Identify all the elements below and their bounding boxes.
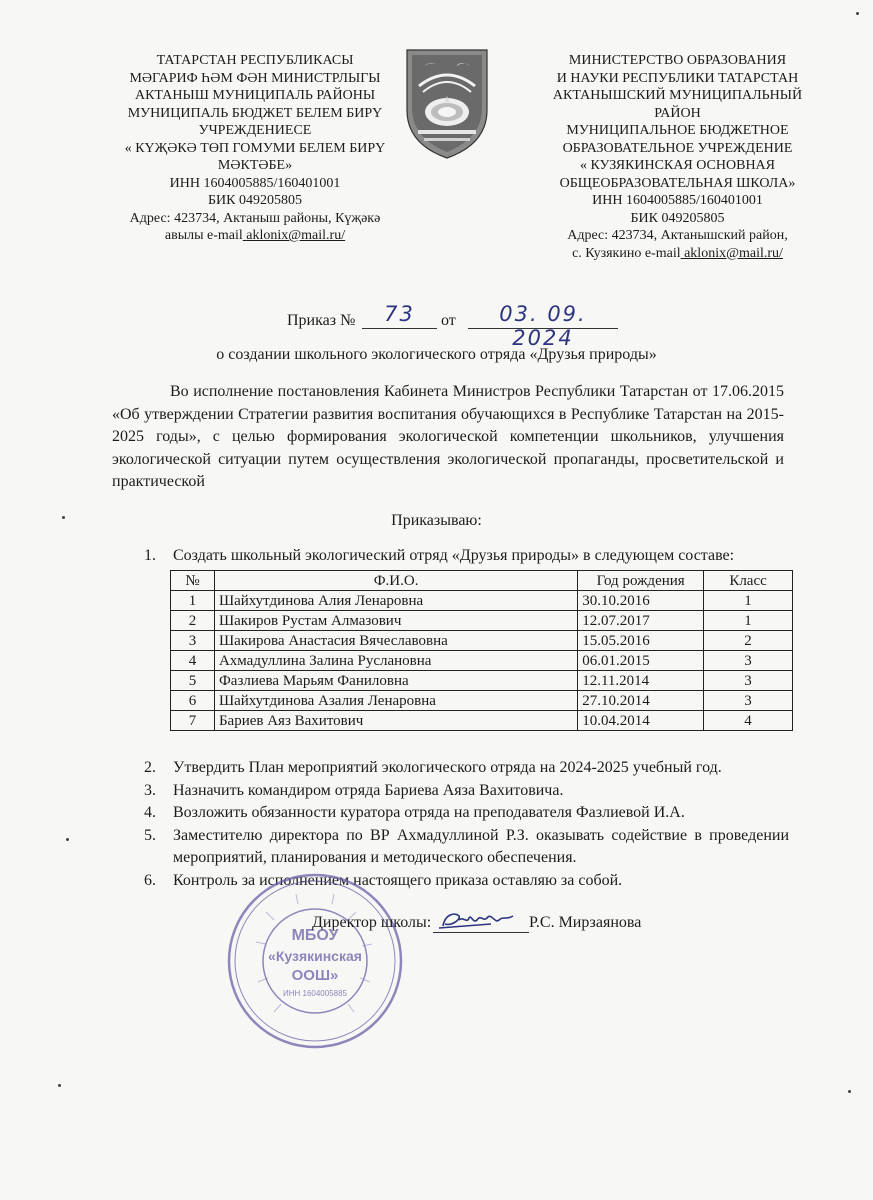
- handwritten-signature-icon: [433, 910, 529, 932]
- list-item-number: 6.: [144, 871, 156, 889]
- director-signature: [433, 910, 529, 933]
- list-item-text: Возложить обязанности куратора отряда на преподавателя Фазлиевой И.А.: [173, 804, 685, 821]
- header-left-line: МУНИЦИПАЛЬ БЮДЖЕТ БЕЛЕМ БИРҮ: [127, 105, 383, 121]
- header-right-line: ОБРАЗОВАТЕЛЬНОЕ УЧРЕЖДЕНИЕ: [562, 140, 793, 156]
- table-row: [171, 671, 793, 691]
- header-right-line: Адрес: 423734, Актанышский район,: [567, 228, 788, 243]
- header-right-line: БИК 049205805: [630, 210, 725, 226]
- roster-table: [170, 570, 793, 731]
- email-link[interactable]: aklonix@mail.ru/: [680, 245, 783, 261]
- scan-speck: [856, 12, 859, 15]
- table-header-row: [171, 571, 793, 591]
- scan-speck: [848, 1090, 851, 1093]
- cell-name: Фазлиева Марьям Фаниловна: [214, 671, 577, 691]
- scan-speck: [58, 1084, 61, 1087]
- cell-class: 3: [704, 651, 793, 671]
- list-item-number: 2.: [144, 759, 156, 776]
- cell-class: 2: [704, 631, 793, 651]
- list-item-text: Создать школьный экологический отряд «Друзья природы» в следующем составе:: [173, 547, 735, 564]
- header-left-line: Адрес: 423734, Актаныш районы, Күҗәкә: [129, 210, 381, 226]
- list-item-text: Контроль за исполнением настоящего приказа оставляю за собой.: [173, 871, 623, 889]
- coat-of-arms-icon: [404, 48, 490, 160]
- list-item: [144, 545, 789, 568]
- cell-class: 4: [704, 711, 793, 731]
- cell-number: 4: [171, 651, 215, 671]
- header-left-line: ТАТАРСТАН РЕСПУБЛИКАСЫ: [156, 53, 354, 68]
- column-header-name: Ф.И.О.: [214, 571, 577, 591]
- cell-birth-date: 06.01.2015: [578, 651, 704, 671]
- cell-class: 3: [704, 691, 793, 711]
- table-row: [171, 711, 793, 731]
- order-number-line: [0, 302, 873, 350]
- list-item-number: 3.: [144, 781, 156, 799]
- cell-class: 1: [704, 611, 793, 631]
- stamp-text-type: ООШ»: [291, 967, 339, 984]
- header-right-line: РАЙОН: [654, 105, 701, 121]
- order-list-part1: [144, 545, 789, 568]
- column-header-birth-year: Год рождения: [578, 571, 704, 591]
- order-date-label: от: [441, 312, 456, 329]
- email-link[interactable]: aklonix@mail.ru/: [242, 228, 346, 243]
- cell-name: Шайхутдинова Азалия Ленаровна: [214, 691, 577, 711]
- order-heading: Приказываю:: [391, 512, 482, 529]
- order-label: Приказ №: [287, 312, 356, 329]
- cell-birth-date: 12.11.2014: [578, 671, 704, 691]
- director-name: Р.С. Мирзаянова: [529, 914, 642, 931]
- header-right-line: И НАУКИ РЕСПУБЛИКИ ТАТАРСТАН: [556, 70, 799, 86]
- list-item-number: 1.: [144, 547, 156, 564]
- cell-birth-date: 27.10.2014: [578, 691, 704, 711]
- cell-number: 2: [171, 611, 215, 631]
- table-row: [171, 591, 793, 611]
- stamp-text-school: «Кузякинская: [268, 948, 362, 964]
- header-right-line: ОБЩЕОБРАЗОВАТЕЛЬНАЯ ШКОЛА»: [559, 175, 796, 191]
- table-row: [171, 611, 793, 631]
- table-row: [171, 631, 793, 651]
- cell-name: Шакирова Анастасия Вячеславовна: [214, 631, 577, 651]
- table-row: [171, 691, 793, 711]
- column-header-number: №: [171, 571, 215, 591]
- list-item-text: Заместителю директора по ВР Ахмадуллиной Р.З. оказывать содействие в проведении мероприятий, планирования и методического обеспечения.: [173, 826, 789, 866]
- list-item-number: 5.: [144, 826, 156, 844]
- list-item-number: 4.: [144, 804, 156, 821]
- cell-number: 5: [171, 671, 215, 691]
- cell-birth-date: 30.10.2016: [578, 591, 704, 611]
- header-left-line: МӘГАРИФ ҺӘМ ФӘН МИНИСТРЛЫГЫ: [129, 70, 381, 86]
- cell-class: 3: [704, 671, 793, 691]
- header-left-email-line: [110, 227, 400, 245]
- cell-name: Шайхутдинова Алия Ленаровна: [214, 591, 577, 611]
- header-left-line: МӘКТӘБЕ»: [217, 158, 293, 173]
- header-left-line: УЧРЕЖДЕНИЕСЕ: [198, 123, 312, 138]
- cell-number: 3: [171, 631, 215, 651]
- header-right-line: ИНН 1604005885/160401001: [592, 193, 763, 208]
- order-number: 73: [362, 302, 437, 329]
- header-right-email-line: [540, 245, 815, 263]
- email-prefix: с. Кузякино e-mail: [572, 245, 681, 261]
- cell-birth-date: 15.05.2016: [578, 631, 704, 651]
- table-row: [171, 651, 793, 671]
- cell-birth-date: 10.04.2014: [578, 711, 704, 731]
- header-left: [110, 52, 400, 245]
- order-subject: о создании школьного экологического отряда «Друзья природы»: [216, 346, 657, 363]
- list-item: [144, 780, 789, 803]
- email-prefix: авылы e-mail: [164, 228, 243, 243]
- stamp-text-inn: ИНН 1604005885: [282, 989, 348, 998]
- header-right-line: « КУЗЯКИНСКАЯ ОСНОВНАЯ: [579, 158, 776, 173]
- scan-speck: [62, 516, 65, 519]
- cell-number: 1: [171, 591, 215, 611]
- stamp-text-top: МБОУ: [291, 927, 339, 944]
- cell-class: 1: [704, 591, 793, 611]
- header-left-line: АКТАНЫШ МУНИЦИПАЛЬ РАЙОНЫ: [134, 88, 376, 103]
- scan-speck: [66, 838, 69, 841]
- list-item: [144, 757, 789, 780]
- cell-name: Ахмадуллина Залина Руслановна: [214, 651, 577, 671]
- list-item: [144, 802, 789, 825]
- list-item-text: Назначить командиром отряда Бариева Аяза Вахитовича.: [173, 781, 564, 799]
- header-left-line: ИНН 1604005885/160401001: [169, 175, 341, 191]
- preamble-paragraph: Во исполнение постановления Кабинета Министров Республики Татарстан от 17.06.2015 «Об утверждении Стратегии развития воспитания обучающихся в Республике Татарстан на 2015-2025 годы», с целью формирования экологической компетенции школьников, улучшения экологической ситуации путем осуществления экологической пропаганды, просветительской и практической: [112, 383, 784, 490]
- director-label: Директор школы:: [312, 914, 432, 931]
- list-item-text: Утвердить План мероприятий экологического отряда на 2024-2025 учебный год.: [173, 759, 722, 776]
- order-date: 03. 09. 2024: [468, 302, 618, 329]
- header-right-line: МИНИСТЕРСТВО ОБРАЗОВАНИЯ: [568, 53, 787, 68]
- cell-name: Шакиров Рустам Алмазович: [214, 611, 577, 631]
- header-left-line: БИК 049205805: [208, 193, 302, 208]
- column-header-class: Класс: [704, 571, 793, 591]
- director-signature-line: [0, 910, 873, 940]
- cell-name: Бариев Аяз Вахитович: [214, 711, 577, 731]
- cell-number: 6: [171, 691, 215, 711]
- list-item: [144, 825, 789, 870]
- school-stamp: [226, 872, 404, 1050]
- cell-number: 7: [171, 711, 215, 731]
- header-right: [540, 52, 815, 262]
- header-right-line: АКТАНЫШСКИЙ МУНИЦИПАЛЬНЫЙ: [552, 88, 803, 103]
- cell-birth-date: 12.07.2017: [578, 611, 704, 631]
- header-right-line: МУНИЦИПАЛЬНОЕ БЮДЖЕТНОЕ: [566, 123, 789, 138]
- header-left-line: « КҮҖӘКӘ ТӨП ГОМУМИ БЕЛЕМ БИРҮ: [124, 140, 386, 156]
